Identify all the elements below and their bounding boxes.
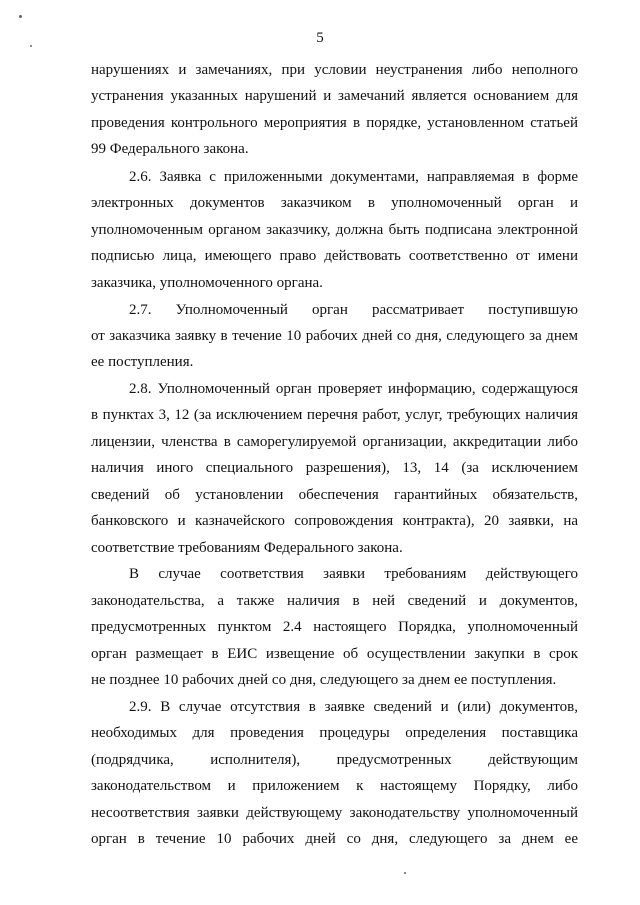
text-line: предусмотренных пунктом 2.4 настоящего Порядка, уполномоченный xyxy=(91,619,578,635)
text-line: сведений об установлении обеспечения гарантийных обязательств, xyxy=(91,487,578,503)
text-line: лицензии, членства в саморегулируемой организации, аккредитации либо xyxy=(91,434,578,450)
text-line: электронных документов заказчиком в уполномоченный орган и xyxy=(91,195,578,211)
text-line: устранения указанных нарушений и замечаний является основанием для xyxy=(91,88,578,104)
text-line: подписью лица, имеющего право действовать соответственно от имени xyxy=(91,248,578,264)
text-line: уполномоченным органом заказчику, должна быть подписана электронной xyxy=(91,222,578,238)
text-line: в пунктах 3, 12 (за исключением перечня работ, услуг, требующих наличия xyxy=(91,407,578,423)
page-number: 5 xyxy=(316,30,324,46)
text-line: банковского и казначейского сопровождения контракта), 20 заявки, на xyxy=(91,513,578,529)
text-line: наличия иного специального разрешения), 13, 14 (за исключением xyxy=(91,460,578,476)
text-line: законодательством и приложением к настоящему Порядку, либо xyxy=(91,778,578,794)
text-line: 2.8. Уполномоченный орган проверяет информацию, содержащуюся xyxy=(129,381,578,397)
text-line: соответствие требованиям Федерального закона. xyxy=(91,540,403,556)
text-line: (подрядчика, исполнителя), предусмотренных действующим xyxy=(91,752,578,768)
text-line: 2.9. В случае отсутствия в заявке сведений и (или) документов, xyxy=(129,699,578,715)
text-line: от заказчика заявку в течение 10 рабочих дней со дня, следующего за днем xyxy=(91,328,578,344)
text-line: ее поступления. xyxy=(91,354,194,370)
text-line: 2.7. Уполномоченный орган рассматривает поступившую xyxy=(129,302,578,318)
scan-speck xyxy=(404,872,406,874)
scan-speck xyxy=(30,45,32,47)
text-line: В случае соответствия заявки требованиям действующего xyxy=(129,566,578,582)
text-line: орган размещает в ЕИС извещение об осуществлении закупки в срок xyxy=(91,646,578,662)
text-line: необходимых для проведения процедуры определения поставщика xyxy=(91,725,578,741)
text-line: нарушениях и замечаниях, при условии неустранения либо неполного xyxy=(91,62,578,78)
scan-speck xyxy=(19,15,22,18)
text-line: 99 Федерального закона. xyxy=(91,141,249,157)
text-line: орган в течение 10 рабочих дней со дня, следующего за днем ее xyxy=(91,831,578,847)
text-line: проведения контрольного мероприятия в порядке, установленном статьей xyxy=(91,115,578,131)
text-line: 2.6. Заявка с приложенными документами, направляемая в форме xyxy=(129,169,578,185)
text-line: заказчика, уполномоченного органа. xyxy=(91,275,323,291)
text-line: не позднее 10 рабочих дней со дня, следующего за днем ее поступления. xyxy=(91,672,557,688)
text-line: законодательства, а также наличия в ней сведений и документов, xyxy=(91,593,578,609)
text-line: несоответствия заявки действующему законодательству уполномоченный xyxy=(91,805,578,821)
